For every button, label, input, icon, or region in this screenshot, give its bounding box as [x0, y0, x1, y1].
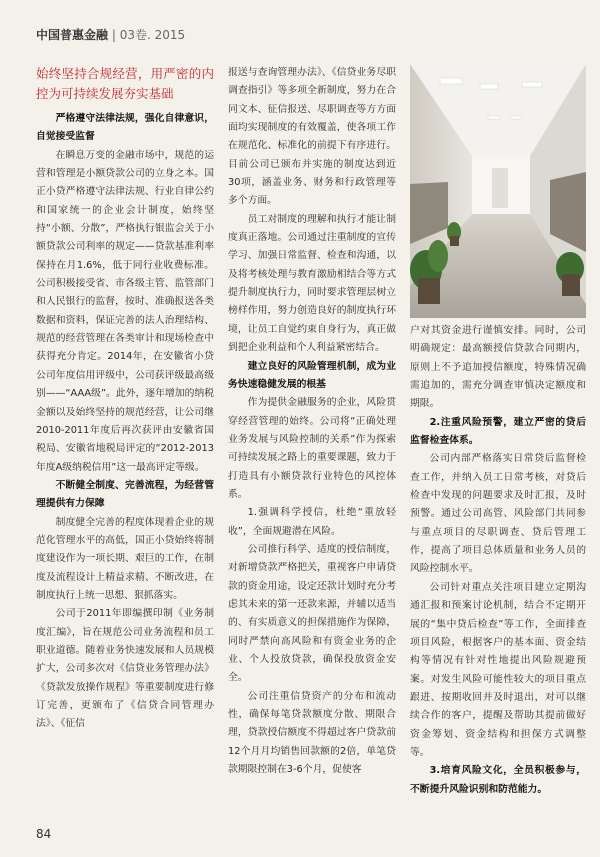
paragraph: 公司针对重点关注项目建立定期沟通汇报和预案讨论机制，结合不定期开展的“集中贷后检查”等工作，全面排查项目风险，根据客户的基本面、资金结构等情况有针对性地提出风险规避预案。对发生风险可能性较大的项目重点跟进、按期收回并及时退出，对可以继续合作的客户，提醒及帮助其提前做好资金筹划、资金结构和担保方式调整等。 — [410, 581, 586, 758]
subheading: 不断健全制度、完善流程，为经营管理提供有力保障 — [36, 479, 214, 510]
running-header — [36, 26, 185, 43]
numbered-heading: 3.培育风险文化，全员积极参与，不断提升风险识别和防范能力。 — [410, 765, 586, 795]
article-column-3 — [410, 322, 586, 799]
issue-label: | 03卷. 2015 — [111, 28, 186, 42]
section-title: 始终坚持合规经营，用严密的内控为可持续发展夯实基础 — [36, 66, 214, 101]
subheading: 建立良好的风险管理机制，成为业务快速稳健发展的根基 — [228, 360, 396, 390]
corridor-illustration — [410, 64, 586, 318]
page-number: 84 — [36, 827, 52, 841]
paragraph: 报送与查询管理办法》、《信贷业务尽职调查指引》等多项全新制度，努力在合同文本、征信报送、尽职调查等方方面面均实现制度的有效覆盖，使各项工作在规范化、标准化的前提下有序进行。目前公司已颁布并实施的制度达到近30项，涵盖业务、财务和行政管理等多个方面。 — [228, 67, 396, 207]
paragraph: 员工对制度的理解和执行才能让制度真正落地。公司通过注重制度的宣传学习、加强日常监督、检查和沟通，以及将考核处理与教育激励相结合等方式提升制度执行力，同时要求管理层树立榜样作用，努力创造良好的制度执行环境，让员工自觉约束自身行为，真正做到把企业利益和个人利益紧密结合。 — [228, 213, 396, 354]
numbered-heading: 2.注重风险预警，建立严密的贷后监督检查体系。 — [410, 416, 586, 447]
paragraph: 1.强调科学授信，杜绝“重放轻收”，全面规避潜在风险。 — [228, 507, 396, 537]
paragraph: 公司内部严格落实日常贷后监督检查工作，并纳入员工日常考核，对贷后检查中发现的问题要求及时汇报，及时预警。通过公司高管、风险部门共同参与重点项目的尽职调查、贷后管理工作，提高了项目总体质量和业务人员的风险控制水平。 — [410, 453, 586, 575]
paragraph: 公司注重信贷资产的分布和流动性，确保每笔贷款额度分散、期限合理，贷款授信额度不得超过客户贷款前12个月月均销售回款额的2倍，单笔贷款期限控制在3-6个月，促使客 — [228, 690, 396, 776]
article-column-1 — [36, 64, 214, 734]
office-corridor-photo — [410, 64, 586, 318]
paragraph: 作为提供金融服务的企业，风险贯穿经营管理的始终。公司将“正确处理业务发展与风险控制的关系”作为探索可持续发展之路上的重要课题，致力于打造具有小额贷款行业特色的风控体系。 — [228, 397, 396, 500]
paragraph: 公司推行科学、适度的授信制度，对新增贷款严格把关，重视客户申请贷款的资金用途，设定还款计划时充分考虑其未来的第一还款来源，并辅以适当的、有实质意义的担保措施作为保障，同时严禁向高风险和有资金业务的企业、个人投放贷款，确保投放资金安全。 — [228, 543, 396, 684]
paragraph: 在瞬息万变的金融市场中，规范的运营和管理是小额贷款公司的立身之本。国正小贷严格遵守法律法规、行业自律公约和国家统一的企业会计制度，始终坚持“小额、分散”，严格执行银监会关于小额贷款公司利率的规定——贷款基准利率保持在月1.6%，低于同行业收费标准。公司积极接受省、市各级主管、监管部门和人民银行的监督，按时、准确报送各类数据和资料，保证完善的法人治理结构、规范的经营管理在各类审计和现场检查中获得充分肯定。2014年，在安徽省小贷公司年度信用评级中，公司获评级最高级别——“AAA级”。此外，逐年增加的纳税金额以及始终坚持的规范经营，让公司继2010-2011年度后再次获评由安徽省国税局、安徽省地税局评定的“2012-2013年度A级纳税信用”这一最高评定等级。 — [36, 149, 214, 473]
paragraph: 公司于2011年即编撰印制《业务制度汇编》，旨在规范公司业务流程和员工职业道德。随着业务快速发展和人员规模扩大，公司多次对《信贷业务管理办法》《贷款发放操作规程》等重要制度进行修订完善，更颁布了《信贷合同管理办法》、《征信 — [36, 608, 214, 730]
paragraph: 户对其资金进行谨慎安排。同时，公司明确规定：最高额授信贷款合同期内，原则上不予追加授信额度，特殊情况确需追加的，需充分调查审慎决定额度和期限。 — [410, 325, 586, 410]
subheading: 严格遵守法律法规，强化自律意识，自觉接受监督 — [36, 113, 214, 143]
magazine-brand: 中国普惠金融 — [36, 28, 109, 42]
article-column-2-top — [228, 64, 396, 779]
paragraph: 制度健全完善的程度体现着企业的规范化管理水平的高低，国正小贷始终将制度建设作为一项长期、艰巨的工作，在制度及流程设计上精益求精、不断改进，在制度执行上统一思想、狠抓落实。 — [36, 516, 214, 601]
